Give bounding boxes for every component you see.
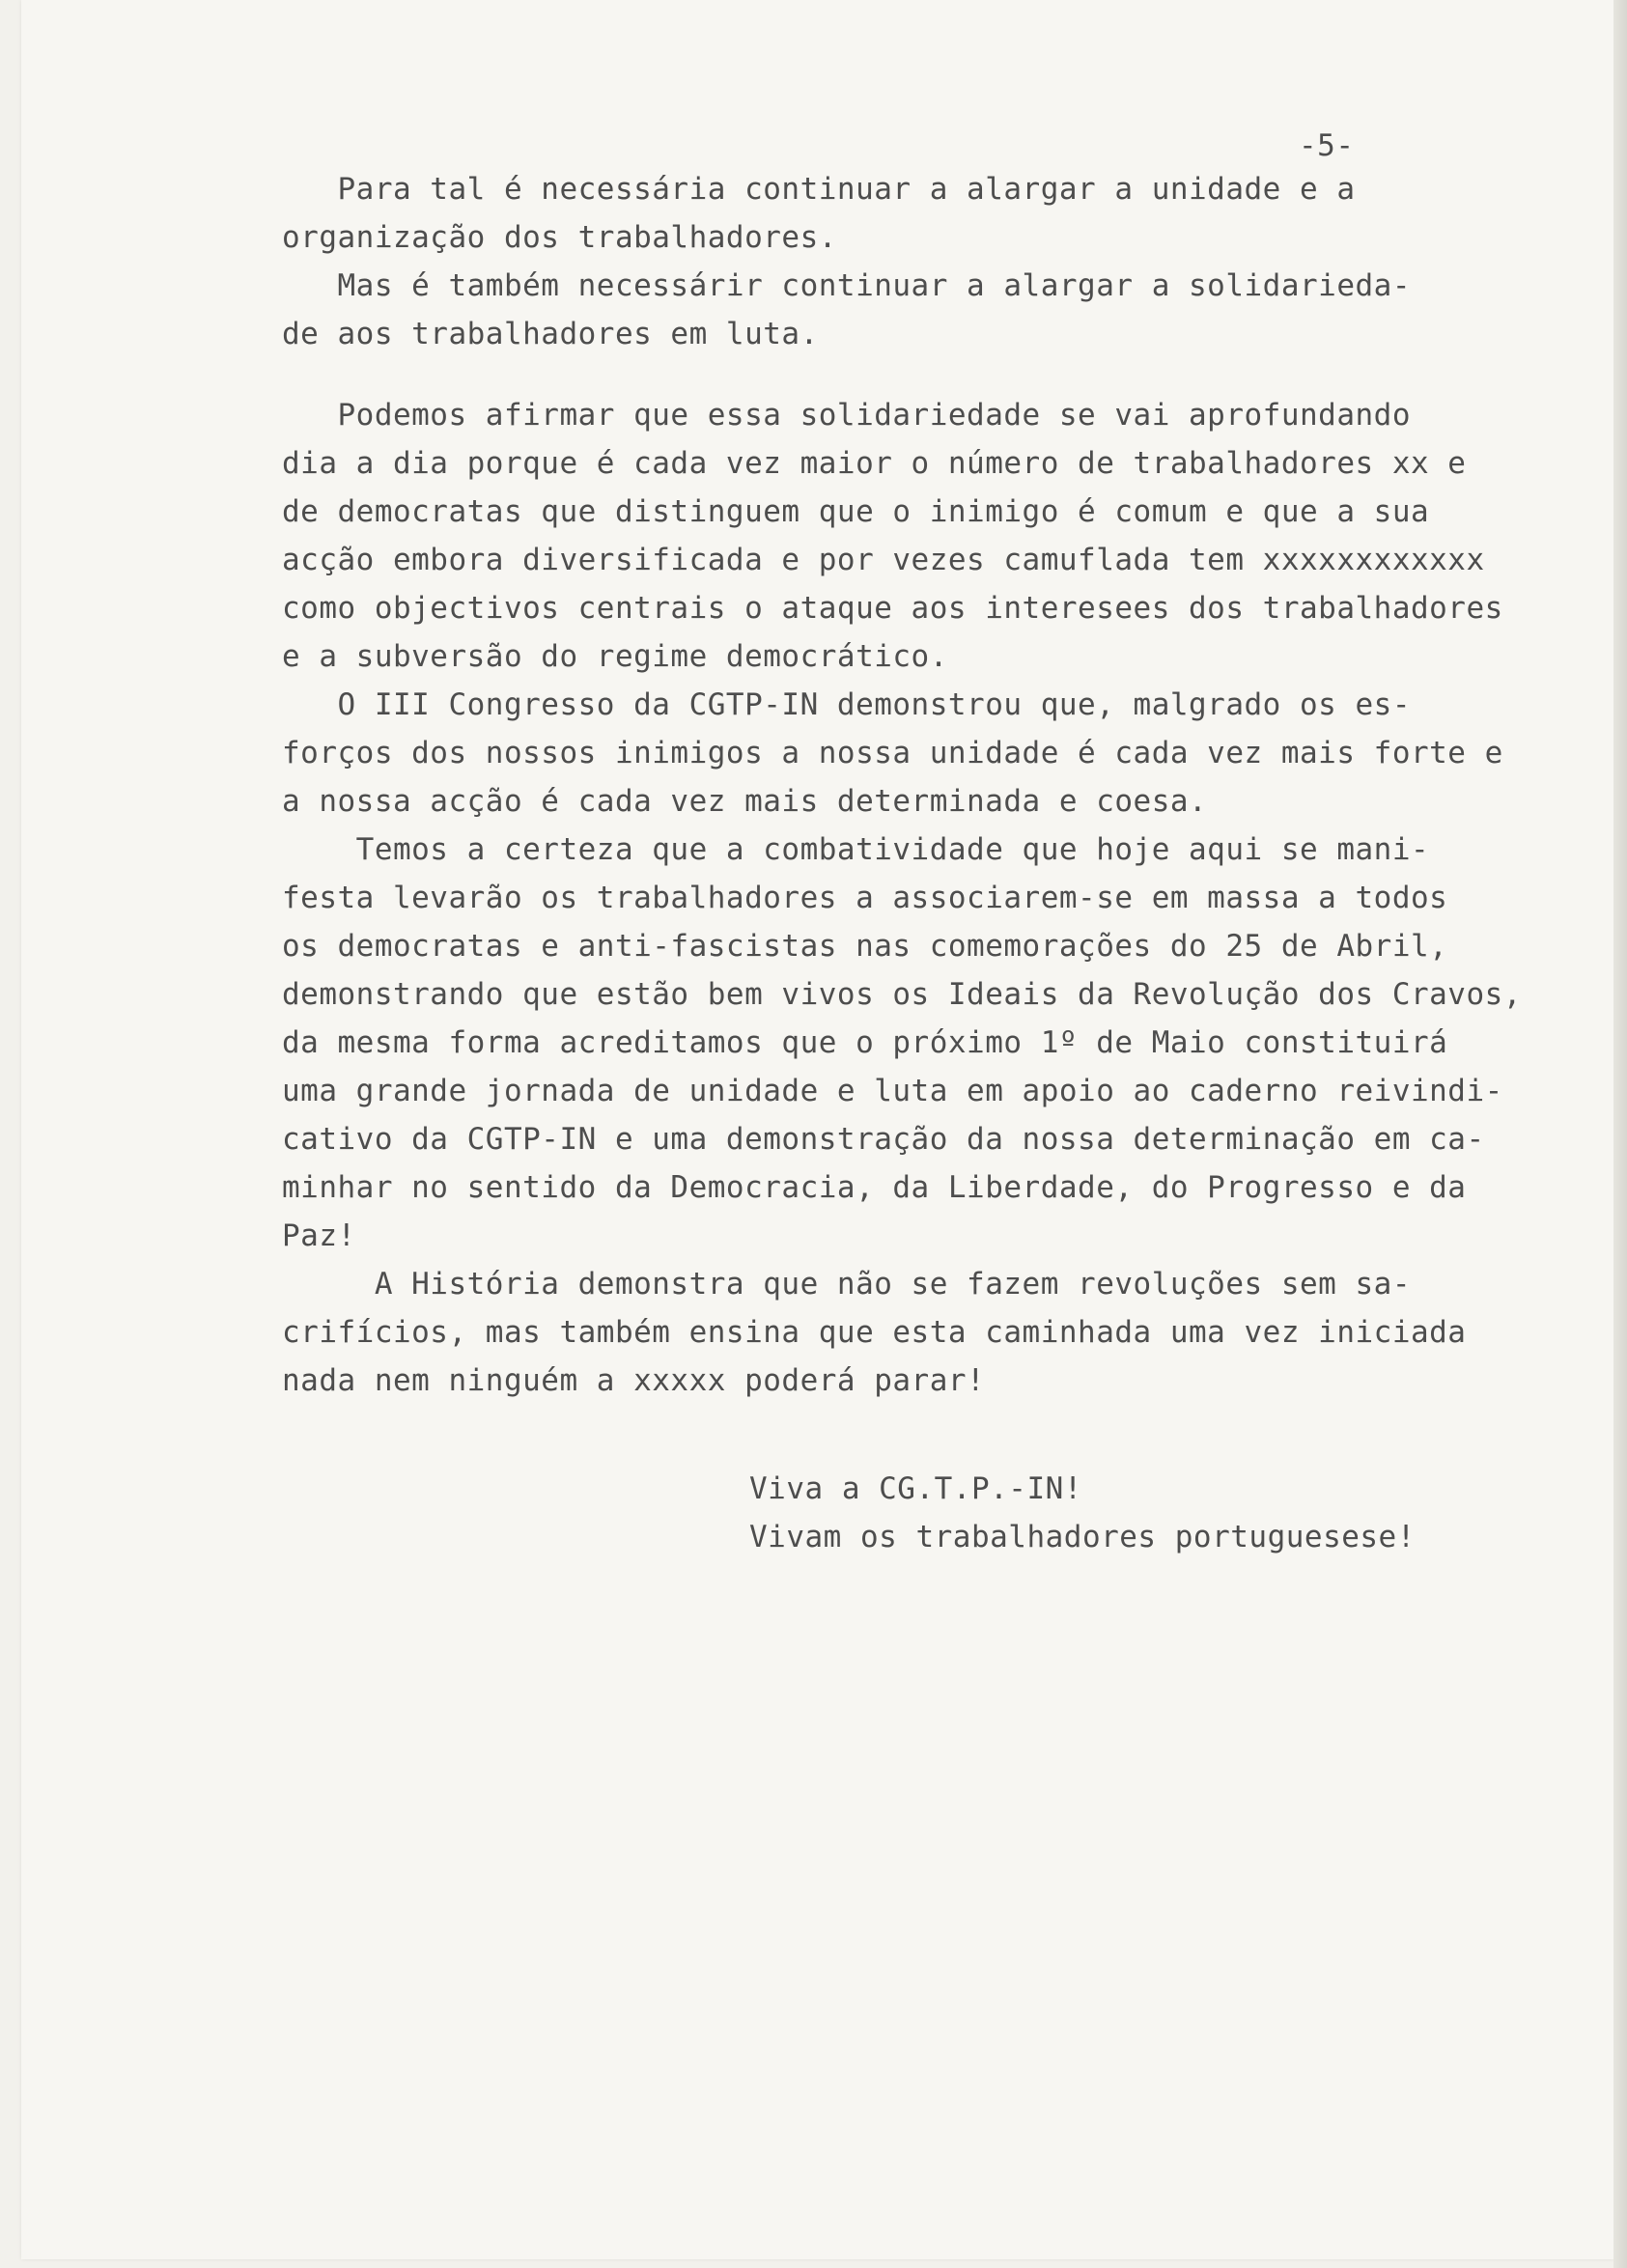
closing-line-1: Viva a CG.T.P.-IN!	[749, 1471, 1082, 1506]
text-line: e a subversão do regime democrático.	[282, 639, 948, 674]
text-line: de democratas que distinguem que o inimigo é comum e que a sua	[282, 494, 1430, 529]
text-line: Temos a certeza que a combatividade que hoje aqui se mani-	[282, 832, 1430, 867]
text-line: acção embora diversificada e por vezes camuflada tem xxxxxxxxxxxx	[282, 543, 1485, 577]
page-edge	[1613, 0, 1627, 2268]
text-line: demonstrando que estão bem vivos os Ideais da Revolução dos Cravos,	[282, 977, 1522, 1012]
paragraph-intro	[282, 165, 1566, 358]
text-line: crifícios, mas também ensina que esta caminhada uma vez iniciada	[282, 1315, 1467, 1350]
text-line: forços dos nossos inimigos a nossa unidade é cada vez mais forte e	[282, 736, 1503, 770]
text-line: Podemos afirmar que essa solidariedade se vai aprofundando	[282, 398, 1411, 433]
text-line: dia a dia porque é cada vez maior o número de trabalhadores xx e	[282, 446, 1467, 481]
text-line: organização dos trabalhadores.	[282, 220, 837, 255]
text-line: Para tal é necessária continuar a alargar a unidade e a	[282, 172, 1356, 207]
text-line: minhar no sentido da Democracia, da Liberdade, do Progresso e da	[282, 1170, 1467, 1205]
closing-salutation	[749, 1465, 1416, 1561]
text-line: A História demonstra que não se fazem revoluções sem sa-	[282, 1267, 1411, 1302]
text-line: Mas é também necessárir continuar a alargar a solidarieda-	[282, 268, 1411, 303]
text-line: como objectivos centrais o ataque aos interesees dos trabalhadores	[282, 591, 1503, 626]
text-line: os democratas e anti-fascistas nas comemorações do 25 de Abril,	[282, 929, 1448, 964]
text-line: festa levarão os trabalhadores a associarem-se em massa a todos	[282, 881, 1448, 915]
text-line: Paz!	[282, 1218, 356, 1253]
text-line: nada nem ninguém a xxxxx poderá parar!	[282, 1363, 986, 1398]
text-line: de aos trabalhadores em luta.	[282, 317, 819, 351]
text-line: a nossa acção é cada vez mais determinada e coesa.	[282, 784, 1208, 819]
text-line: cativo da CGTP-IN e uma demonstração da nossa determinação em ca-	[282, 1122, 1485, 1157]
text-line: da mesma forma acreditamos que o próximo 1º de Maio constituirá	[282, 1025, 1448, 1060]
text-line: uma grande jornada de unidade e luta em apoio ao caderno reivindi-	[282, 1074, 1503, 1108]
page-number: -5-	[1299, 128, 1355, 163]
text-line: O III Congresso da CGTP-IN demonstrou que, malgrado os es-	[282, 687, 1411, 722]
closing-line-2: Vivam os trabalhadores portuguesese!	[749, 1520, 1416, 1554]
paragraph-body	[282, 391, 1566, 1405]
